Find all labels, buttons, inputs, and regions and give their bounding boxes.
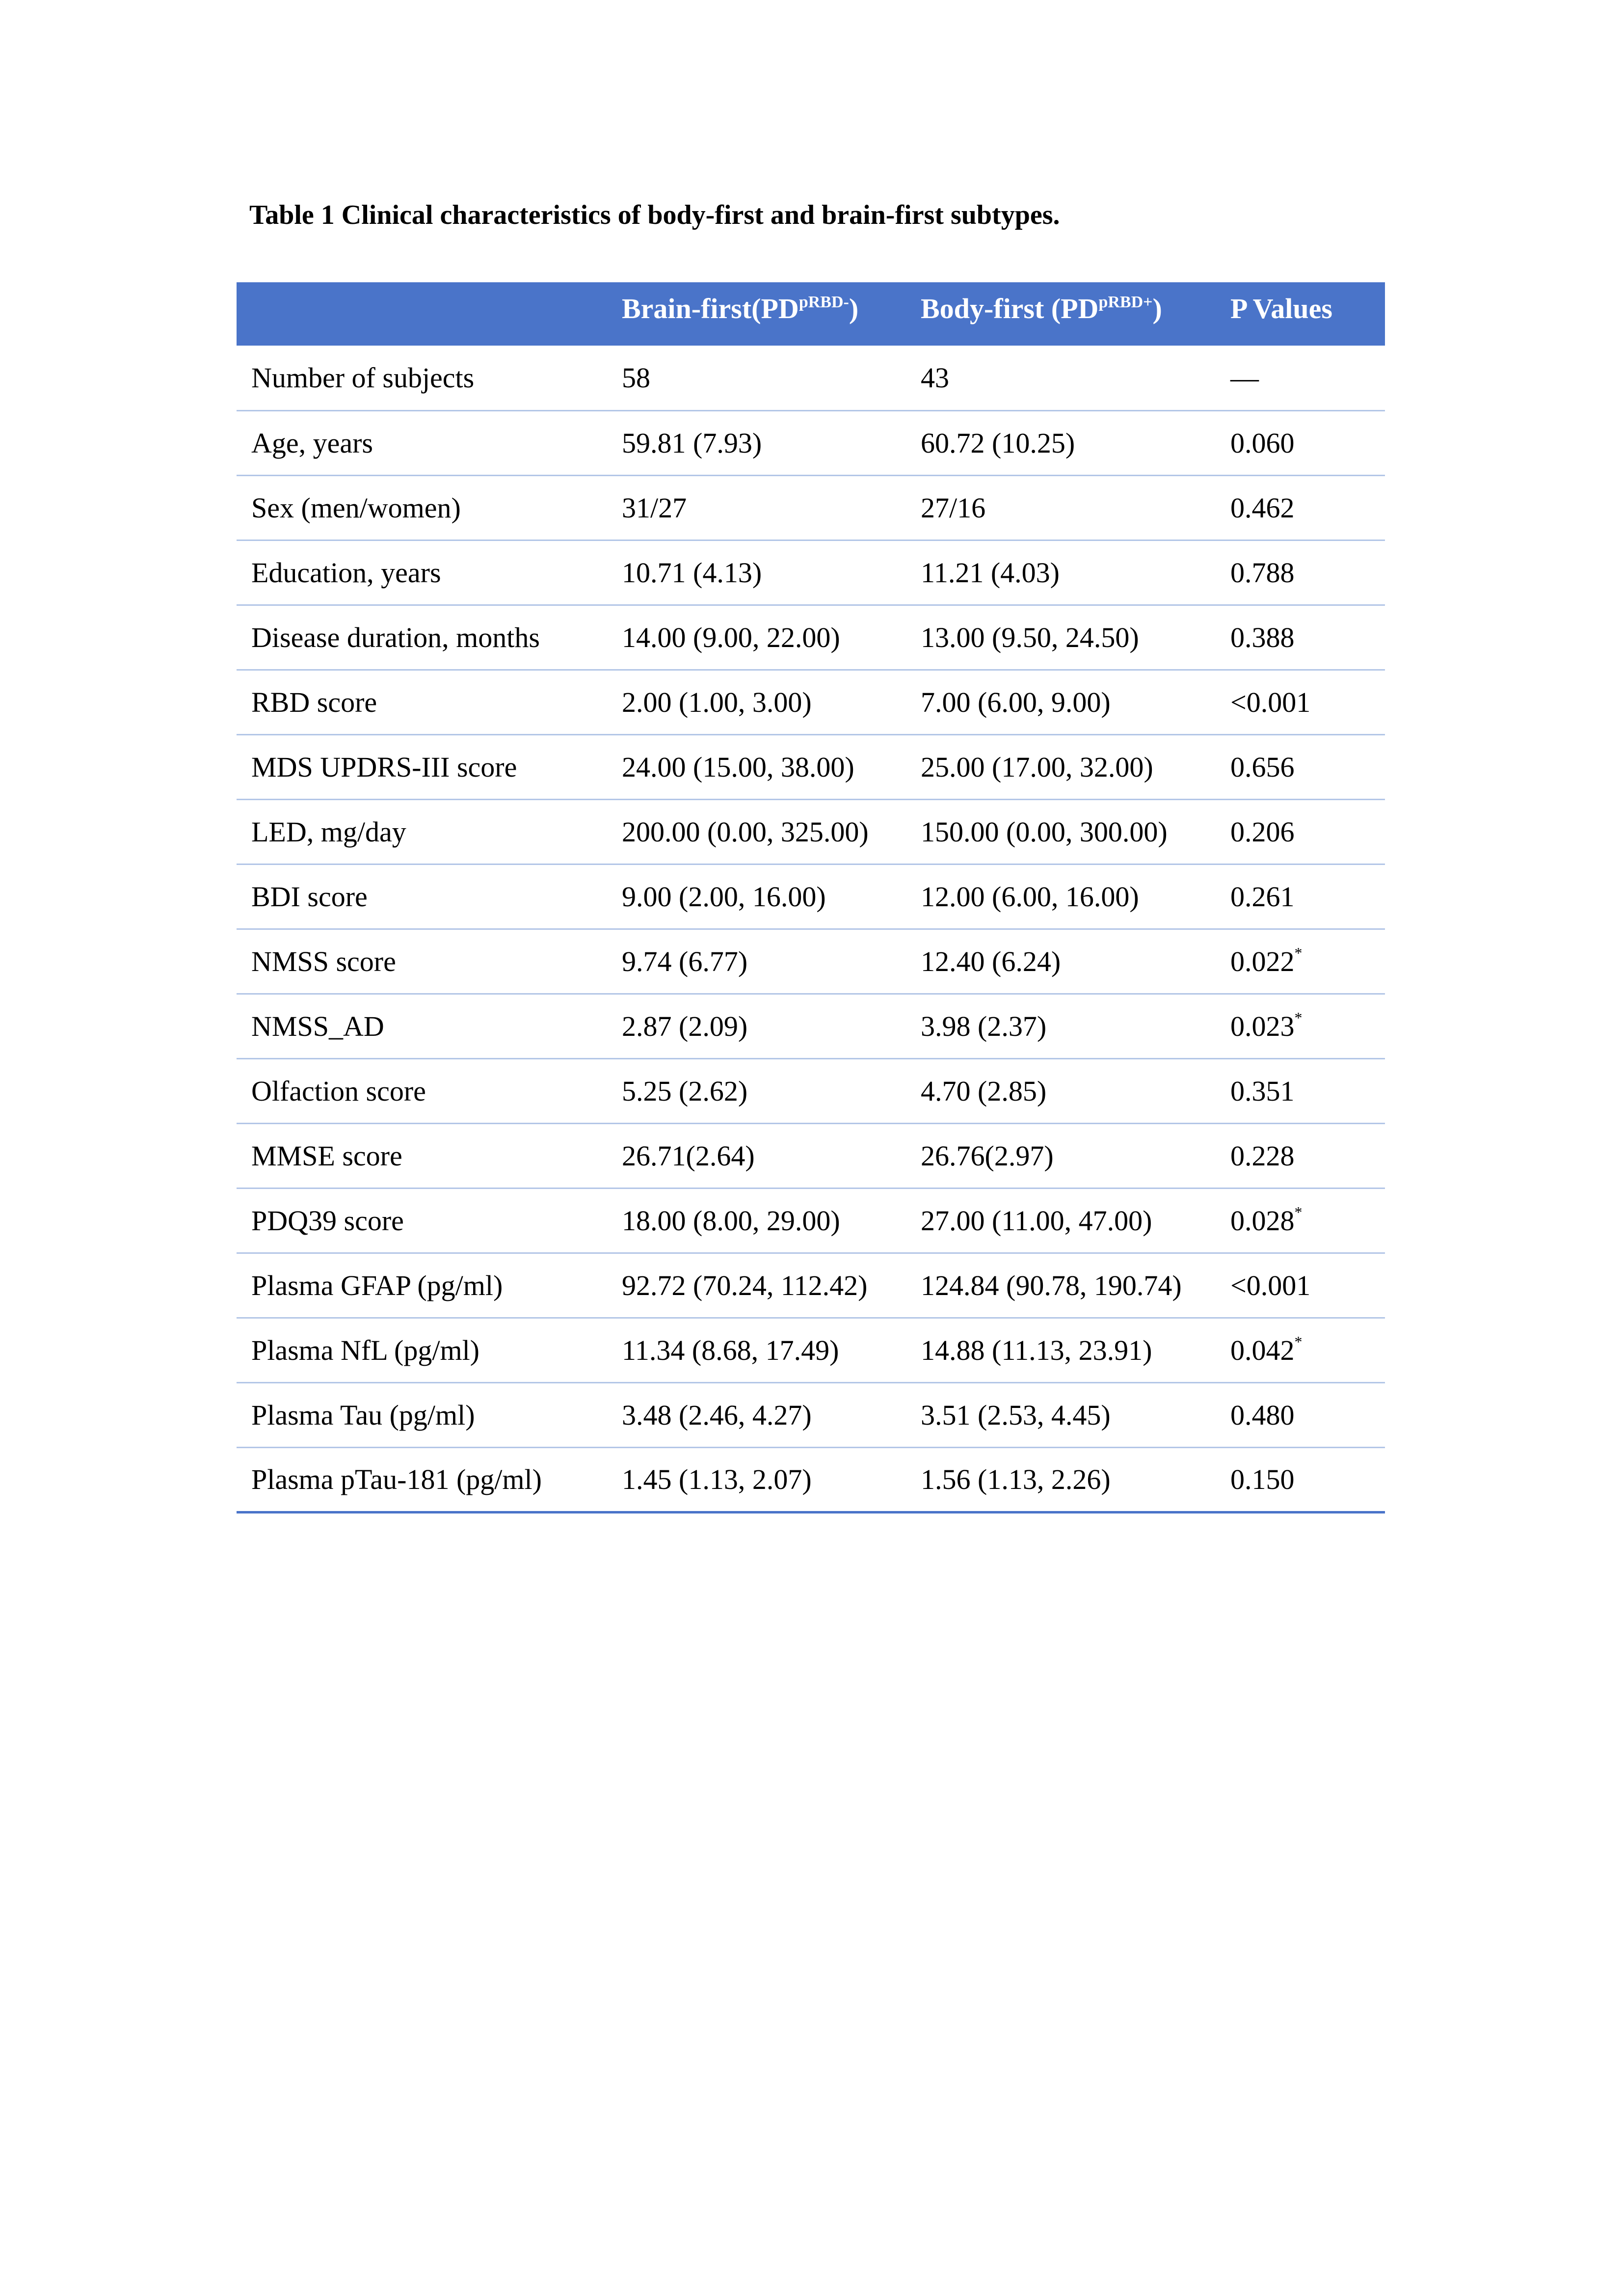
brain-first-value: 24.00 (15.00, 38.00) xyxy=(622,751,854,783)
p-value-cell xyxy=(1216,799,1385,864)
table-row xyxy=(237,929,1385,994)
header-brain-first-superscript: pRBD- xyxy=(798,293,849,311)
body-first-value: 14.88 (11.13, 23.91) xyxy=(921,1334,1152,1366)
row-label: Plasma pTau-181 (pg/ml) xyxy=(251,1463,542,1495)
table-row xyxy=(237,864,1385,929)
row-label: Education, years xyxy=(251,556,441,589)
row-label: Sex (men/women) xyxy=(251,491,461,524)
p-value-cell xyxy=(1216,346,1385,410)
header-body-first-label: Body-first (PD xyxy=(921,293,1099,324)
body-first-value: 25.00 (17.00, 32.00) xyxy=(921,751,1153,783)
table-row xyxy=(237,346,1385,410)
p-value-cell xyxy=(1216,929,1385,994)
table-row xyxy=(237,410,1385,475)
p-value-cell xyxy=(1216,670,1385,734)
p-value: 0.462 xyxy=(1230,491,1295,524)
p-value: 0.656 xyxy=(1230,751,1295,783)
body-first-value: 13.00 (9.50, 24.50) xyxy=(921,621,1139,653)
header-brain-first-label: Brain-first(PD xyxy=(622,293,799,324)
row-label: Plasma NfL (pg/ml) xyxy=(251,1334,479,1366)
p-value-cell xyxy=(1216,1382,1385,1447)
p-value: 0.206 xyxy=(1230,815,1295,848)
row-label: NMSS score xyxy=(251,945,396,977)
body-first-value: 12.40 (6.24) xyxy=(921,945,1061,977)
row-label: Number of subjects xyxy=(251,361,475,394)
table-row xyxy=(237,734,1385,799)
brain-first-value: 9.74 (6.77) xyxy=(622,945,748,977)
brain-first-value: 18.00 (8.00, 29.00) xyxy=(622,1204,840,1237)
brain-first-value: 59.81 (7.93) xyxy=(622,427,762,459)
p-value: 0.042 xyxy=(1230,1334,1295,1366)
brain-first-value: 3.48 (2.46, 4.27) xyxy=(622,1399,812,1431)
p-value-cell xyxy=(1216,1447,1385,1512)
p-value-cell xyxy=(1216,994,1385,1058)
body-first-value: 11.21 (4.03) xyxy=(921,556,1060,589)
brain-first-value: 2.87 (2.09) xyxy=(622,1010,748,1042)
row-label: Olfaction score xyxy=(251,1075,426,1107)
row-label: Disease duration, months xyxy=(251,621,540,653)
body-first-value: 26.76(2.97) xyxy=(921,1139,1054,1172)
row-label: Plasma Tau (pg/ml) xyxy=(251,1399,475,1431)
brain-first-value: 31/27 xyxy=(622,491,687,524)
body-first-value: 1.56 (1.13, 2.26) xyxy=(921,1463,1111,1495)
table-row xyxy=(237,1058,1385,1123)
p-value: 0.261 xyxy=(1230,880,1295,913)
table-row xyxy=(237,799,1385,864)
p-value: <0.001 xyxy=(1230,686,1311,718)
p-value: 0.150 xyxy=(1230,1463,1295,1495)
row-label: NMSS_AD xyxy=(251,1010,384,1042)
p-value: 0.028 xyxy=(1230,1204,1295,1237)
p-value: 0.351 xyxy=(1230,1075,1295,1107)
table-row xyxy=(237,1188,1385,1253)
row-label: BDI score xyxy=(251,880,368,913)
header-body-first xyxy=(906,282,1216,346)
row-label: MDS UPDRS-III score xyxy=(251,751,517,783)
significance-mark: * xyxy=(1294,1008,1303,1026)
p-value: 0.060 xyxy=(1230,427,1295,459)
p-value-cell xyxy=(1216,1318,1385,1382)
row-label: PDQ39 score xyxy=(251,1204,404,1237)
body-first-value: 124.84 (90.78, 190.74) xyxy=(921,1269,1182,1301)
brain-first-value: 11.34 (8.68, 17.49) xyxy=(622,1334,839,1366)
significance-mark: * xyxy=(1294,1203,1303,1221)
p-value-cell xyxy=(1216,864,1385,929)
brain-first-value: 10.71 (4.13) xyxy=(622,556,762,589)
brain-first-value: 14.00 (9.00, 22.00) xyxy=(622,621,840,653)
p-value-cell xyxy=(1216,605,1385,670)
brain-first-value: 200.00 (0.00, 325.00) xyxy=(622,815,869,848)
table-row xyxy=(237,1253,1385,1318)
header-brain-first-close: ) xyxy=(849,293,859,324)
significance-mark: * xyxy=(1294,944,1303,962)
table-row xyxy=(237,605,1385,670)
row-label: MMSE score xyxy=(251,1139,402,1172)
row-label: RBD score xyxy=(251,686,377,718)
table-row xyxy=(237,475,1385,540)
brain-first-value: 92.72 (70.24, 112.42) xyxy=(622,1269,868,1301)
table-row xyxy=(237,994,1385,1058)
table-row xyxy=(237,1382,1385,1447)
table-row xyxy=(237,1123,1385,1188)
clinical-characteristics-table xyxy=(237,282,1385,1513)
table-row xyxy=(237,1318,1385,1382)
p-value: 0.228 xyxy=(1230,1139,1295,1172)
p-value: 0.480 xyxy=(1230,1399,1295,1431)
p-value: 0.023 xyxy=(1230,1010,1295,1042)
brain-first-value: 9.00 (2.00, 16.00) xyxy=(622,880,826,913)
brain-first-value: 58 xyxy=(622,361,650,394)
significance-mark: * xyxy=(1294,1332,1303,1351)
row-label: LED, mg/day xyxy=(251,815,406,848)
p-value-cell xyxy=(1216,734,1385,799)
body-first-value: 4.70 (2.85) xyxy=(921,1075,1047,1107)
body-first-value: 150.00 (0.00, 300.00) xyxy=(921,815,1168,848)
body-first-value: 27/16 xyxy=(921,491,986,524)
p-value-cell xyxy=(1216,1253,1385,1318)
table-row xyxy=(237,540,1385,605)
header-p-values: P Values xyxy=(1230,293,1332,324)
p-value-cell xyxy=(1216,1123,1385,1188)
brain-first-value: 1.45 (1.13, 2.07) xyxy=(622,1463,812,1495)
brain-first-value: 2.00 (1.00, 3.00) xyxy=(622,686,812,718)
row-label: Age, years xyxy=(251,427,373,459)
table-caption: Table 1 Clinical characteristics of body-first and brain-first subtypes. xyxy=(249,200,1060,230)
p-value: 0.788 xyxy=(1230,556,1295,589)
table-body xyxy=(237,346,1385,1512)
body-first-value: 7.00 (6.00, 9.00) xyxy=(921,686,1111,718)
table-header-row xyxy=(237,282,1385,346)
p-value: 0.022 xyxy=(1230,945,1295,977)
body-first-value: 3.98 (2.37) xyxy=(921,1010,1047,1042)
body-first-value: 27.00 (11.00, 47.00) xyxy=(921,1204,1152,1237)
row-label: Plasma GFAP (pg/ml) xyxy=(251,1269,503,1301)
body-first-value: 12.00 (6.00, 16.00) xyxy=(921,880,1139,913)
p-value: 0.388 xyxy=(1230,621,1295,653)
header-brain-first xyxy=(607,282,906,346)
p-value-cell xyxy=(1216,410,1385,475)
body-first-value: 60.72 (10.25) xyxy=(921,427,1075,459)
body-first-value: 43 xyxy=(921,361,949,394)
brain-first-value: 5.25 (2.62) xyxy=(622,1075,748,1107)
body-first-value: 3.51 (2.53, 4.45) xyxy=(921,1399,1111,1431)
table-row xyxy=(237,670,1385,734)
table-row xyxy=(237,1447,1385,1512)
header-variable xyxy=(237,282,607,346)
brain-first-value: 26.71(2.64) xyxy=(622,1139,755,1172)
p-value-cell xyxy=(1216,540,1385,605)
p-value-cell xyxy=(1216,1058,1385,1123)
p-value: <0.001 xyxy=(1230,1269,1311,1301)
p-value-cell xyxy=(1216,475,1385,540)
header-body-first-close: ) xyxy=(1152,293,1162,324)
p-value-cell xyxy=(1216,1188,1385,1253)
p-value: — xyxy=(1230,361,1259,394)
header-body-first-superscript: pRBD+ xyxy=(1098,293,1153,311)
